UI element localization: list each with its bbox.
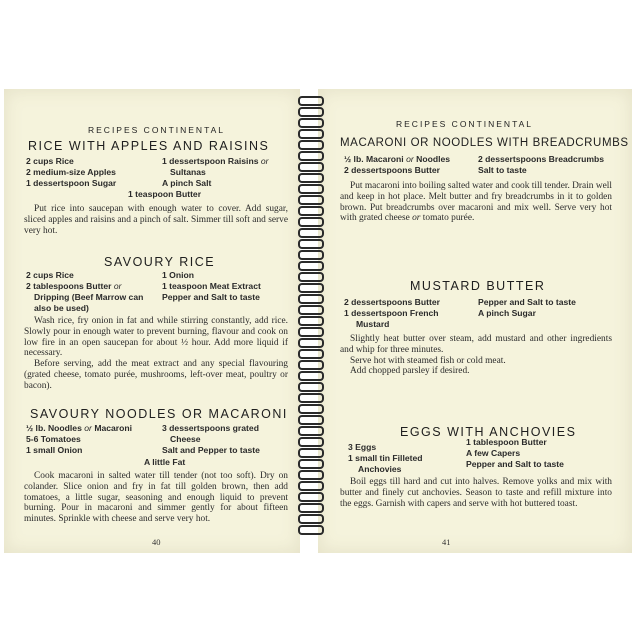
method-paragraph: Slightly heat butter over steam, add mustard and other ingredients and whip for three minutes. [340,334,612,355]
page-number: 41 [442,537,451,547]
ingredients-col1 [26,423,132,456]
method-paragraph: Wash rice, fry onion in fat and while stirring constantly, add rice. Slowly pour in enough water to prevent burning, flavour and cook on low fire in an open saucepan for about ½ hour. Add more liquid if necessary. [24,316,288,359]
ingredient: 2 tablespoons Butter or [26,281,122,291]
ingredient: 2 cups Rice [26,270,74,280]
ingredient: 1 dessertspoon French [344,308,439,318]
spiral-coil [298,393,324,403]
page-number: 40 [152,537,161,547]
spiral-coil [298,272,324,282]
spiral-coil [298,305,324,315]
spiral-coil [298,459,324,469]
spiral-coil [298,96,324,106]
method-paragraph: Add chopped parsley if desired. [350,366,470,377]
ingredients-col1 [348,442,423,475]
method-paragraph: Boil eggs till hard and cut into halves. Remove yolks and mix with butter and finely cut anchovies. Season to taste and refill mixture into the eggs. Garnish with capers and serve with hot buttered toast. [340,477,612,509]
method-paragraph: Put macaroni into boiling salted water and cook till tender. Drain well and keep in hot place. Melt butter and fry breadcrumbs in it to golden brown. Put breadcrumbs over macaroni and mix well. Serve very hot with grated cheese or tomato purée. [340,181,612,224]
spiral-coil [298,525,324,535]
spiral-coil [298,338,324,348]
ingredient: ½ lb. Noodles or Macaroni [26,423,133,433]
ingredient: Mustard [356,319,390,329]
spiral-coil [298,228,324,238]
ingredient: 1 tablespoon Butter [466,437,547,447]
ingredient: 2 dessertspoons Butter [344,297,440,307]
ingredient: Anchovies [358,464,402,474]
recipe-method [340,181,612,224]
ingredient: 2 dessertspoons Breadcrumbs [478,154,605,164]
ingredient: Dripping (Beef Marrow can [34,292,144,302]
spiral-coil [298,426,324,436]
recipe-title: SAVOURY RICE [104,255,216,269]
ingredient: 2 cups Rice [26,156,74,166]
spiral-coil [298,316,324,326]
ingredient: 1 small tin Filleted [348,453,423,463]
ingredient: 1 Onion [162,270,194,280]
spiral-coil [298,514,324,524]
ingredients-col2 [162,423,260,456]
spiral-coil [298,492,324,502]
ingredients-col1 [344,154,450,176]
recipe-method [340,477,612,509]
ingredient: A pinch Salt [162,178,212,188]
ingredient: Salt to taste [478,165,527,175]
ingredient: Pepper and Salt to taste [162,292,260,302]
ingredient: A pinch Sugar [478,308,536,318]
recipe-method [24,204,288,236]
recipe-method [24,316,288,392]
spiral-coil [298,349,324,359]
recipe-title: MUSTARD BUTTER [410,279,546,293]
spiral-coil [298,151,324,161]
method-paragraph: Cook macaroni in salted water till tender (not too soft). Dry on colander. Slice onion and fry in fat till golden brown, then add tomatoes, a little sugar, seasoning and enough liquid to prevent burning. Pour in macaroni and simmer gently for about fifteen minutes. Sprinkle with cheese and serve very hot. [24,471,288,525]
ingredient: Sultanas [170,167,206,177]
spiral-coil [298,173,324,183]
spiral-coil [298,448,324,458]
spiral-coil [298,382,324,392]
ingredients-col1 [26,156,116,189]
recipe-title: RICE WITH APPLES AND RAISINS [28,139,270,153]
ingredient: 3 Eggs [348,442,377,452]
ingredient: 1 dessertspoon Raisins or [162,156,269,166]
spiral-coil [298,261,324,271]
ingredient: Cheese [170,434,201,444]
recipe-title: EGGS WITH ANCHOVIES [400,425,577,439]
spiral-coil [298,162,324,172]
ingredients-col2 [162,270,261,303]
running-head: RECIPES CONTINENTAL [396,119,534,129]
ingredient: 2 medium-size Apples [26,167,116,177]
method-paragraph: Serve hot with steamed fish or cold meat. [350,355,506,366]
spiral-coil [298,294,324,304]
spiral-coil [298,129,324,139]
ingredient: Salt and Pepper to taste [162,445,260,455]
spiral-coil [298,239,324,249]
ingredients-col1 [26,270,143,314]
spiral-coil [298,437,324,447]
ingredients-col2 [478,297,576,319]
ingredient: 3 dessertspoons grated [162,423,259,433]
ingredient: 2 dessertspoons Butter [344,165,440,175]
spiral-binding [296,96,324,546]
recipe-method [24,471,288,525]
ingredients-col1 [344,297,440,330]
recipe-title: SAVOURY NOODLES OR MACARONI [30,407,288,421]
ingredients-col2 [466,437,564,470]
recipe-title: MACARONI OR NOODLES WITH BREADCRUMBS [340,137,629,149]
spiral-coil [298,217,324,227]
ingredients-col2 [478,154,604,176]
left-page [4,89,300,553]
spiral-coil [298,404,324,414]
ingredient: 1 small Onion [26,445,83,455]
spiral-coil [298,481,324,491]
method-paragraph: Put rice into saucepan with enough water to cover. Add sugar, sliced apples and raisins and a pinch of salt. Simmer till soft and serve very hot. [24,204,288,236]
spiral-coil [298,283,324,293]
spiral-coil [298,206,324,216]
running-head: RECIPES CONTINENTAL [88,125,226,135]
ingredient: 1 teaspoon Butter [128,189,202,199]
spiral-coil [298,360,324,370]
ingredient: 1 teaspoon Meat Extract [162,281,261,291]
spiral-coil [298,250,324,260]
spiral-coil [298,140,324,150]
spiral-coil [298,503,324,513]
ingredients-col2 [162,156,269,189]
spiral-coil [298,415,324,425]
spiral-coil [298,327,324,337]
ingredient: A few Capers [466,448,521,458]
ingredient: 5-6 Tomatoes [26,434,81,444]
spiral-coil [298,184,324,194]
right-page [318,89,632,553]
recipe-method [340,334,612,377]
ingredient: also be used) [34,303,89,313]
spiral-coil [298,371,324,381]
spiral-coil [298,107,324,117]
spiral-coil [298,470,324,480]
ingredient: 1 dessertspoon Sugar [26,178,117,188]
spiral-coil [298,118,324,128]
ingredient: Pepper and Salt to taste [478,297,576,307]
ingredient: ½ lb. Macaroni or Noodles [344,154,451,164]
spiral-coil [298,195,324,205]
ingredient: A little Fat [144,457,186,467]
method-paragraph: Before serving, add the meat extract and any special flavouring (grated cheese, tomato purée, mushrooms, left-over meat, poultry or bacon). [24,359,288,391]
ingredient: Pepper and Salt to taste [466,459,564,469]
